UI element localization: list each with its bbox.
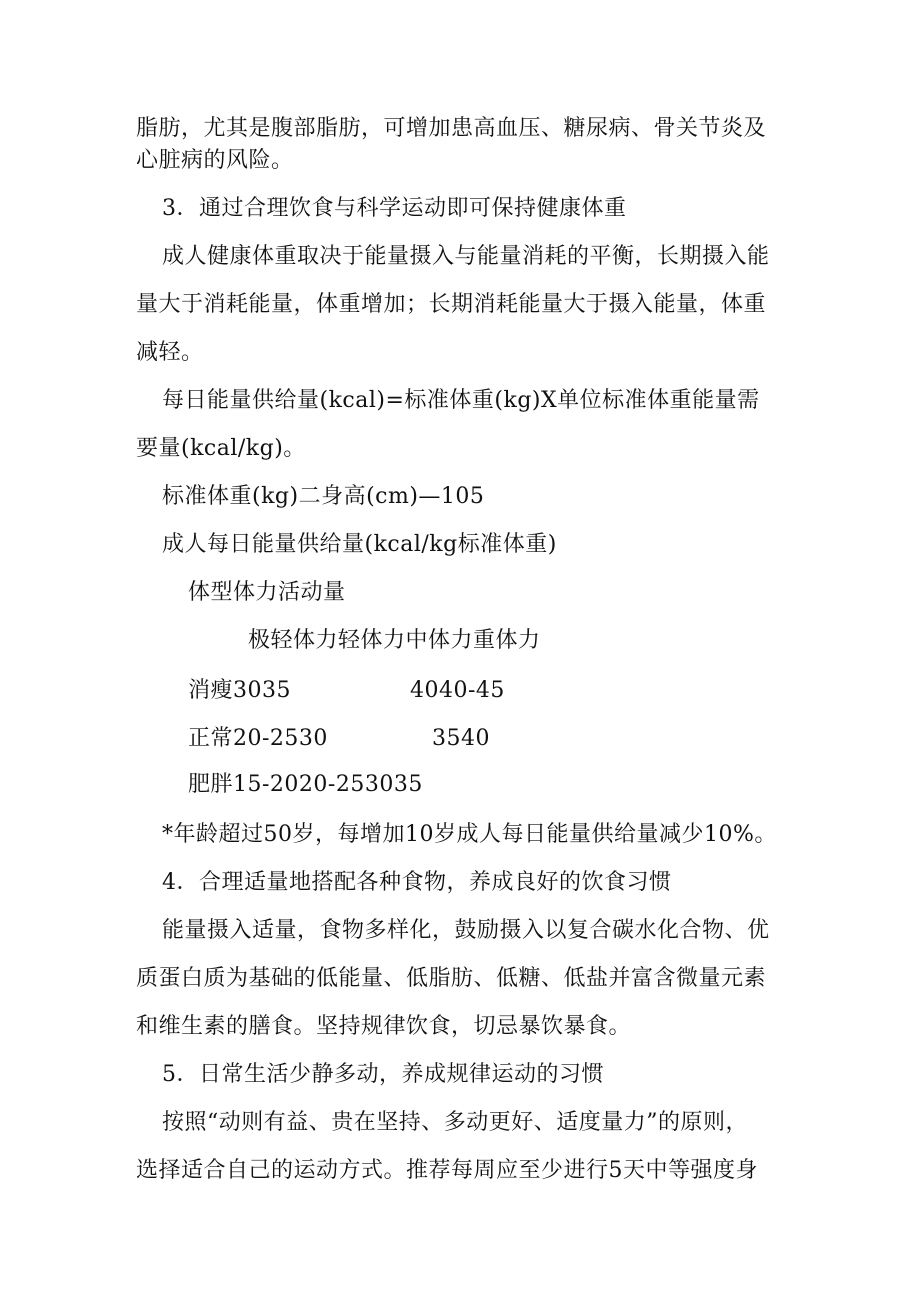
paragraph-line: 按照“动则有益、贵在坚持、多动更好、适度量力”的原则，: [162, 1110, 748, 1135]
section-heading-4: 4．合理适量地搭配各种食物，养成良好的饮食习惯: [162, 870, 672, 895]
table-row-label: 肥胖15-2020-253035: [188, 772, 423, 797]
table-row-label: 正常20-2530: [188, 726, 328, 751]
footnote: *年龄超过50岁，每增加10岁成人每日能量供给量减少10%。: [162, 822, 777, 847]
paragraph-line: 脂肪，尤其是腹部脂肪，可增加患高血压、糖尿病、骨关节炎及: [136, 116, 767, 141]
paragraph-line: 心脏病的风险。: [136, 148, 294, 173]
table-row-value: 4040-45: [410, 678, 505, 703]
section-heading-5: 5．日常生活少静多动，养成规律运动的习惯: [162, 1062, 604, 1087]
section-heading-3: 3．通过合理饮食与科学运动即可保持健康体重: [162, 196, 627, 221]
paragraph-line: 成人健康体重取决于能量摄入与能量消耗的平衡，长期摄入能: [162, 244, 770, 269]
paragraph-line: 减轻。: [136, 340, 204, 365]
paragraph-line: 量大于消耗能量，体重增加；长期消耗能量大于摄入能量，体重: [136, 292, 767, 317]
table-header-row: 极轻体力轻体力中体力重体力: [248, 628, 541, 653]
paragraph-line: 能量摄入适量，食物多样化，鼓励摄入以复合碳水化合物、优: [162, 918, 770, 943]
standard-weight-formula: 标准体重(kg)二身高(cm)—105: [162, 484, 485, 509]
table-row-label: 消瘦3035: [188, 678, 291, 703]
table-title: 成人每日能量供给量(kcal/kg标准体重): [162, 532, 557, 557]
paragraph-line: 质蛋白质为基础的低能量、低脂肪、低糖、低盐并富含微量元素: [136, 966, 767, 991]
paragraph-line: 和维生素的膳食。坚持规律饮食，切忌暴饮暴食。: [136, 1014, 632, 1039]
formula-line: 要量(kcal/kg)。: [136, 436, 306, 461]
table-row-value: 3540: [432, 726, 490, 751]
paragraph-line: 选择适合自己的运动方式。推荐每周应至少进行5天中等强度身: [136, 1158, 758, 1183]
formula-line: 每日能量供给量(kcal)=标准体重(kg)X单位标准体重能量需: [162, 388, 760, 413]
table-header-row: 体型体力活动量: [188, 580, 346, 605]
